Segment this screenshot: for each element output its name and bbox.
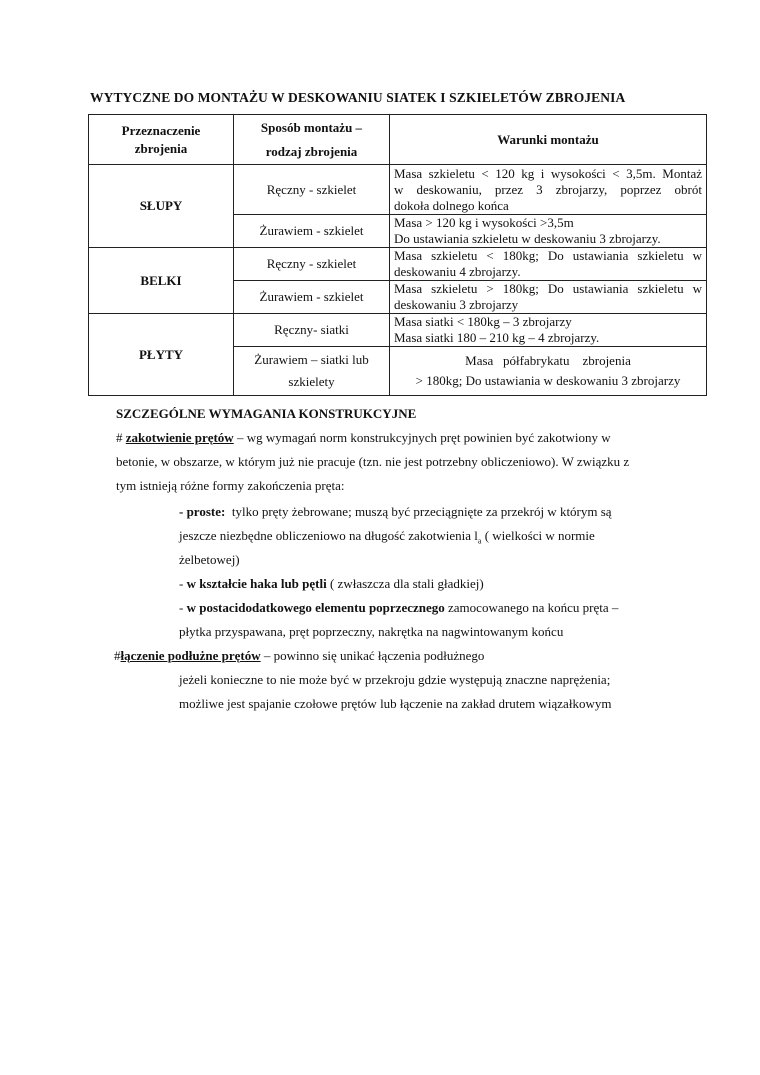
straight-item-line3: żelbetowej): [179, 552, 240, 567]
method-cell: Ręczny - szkielet: [234, 165, 390, 215]
table-row: [89, 165, 707, 215]
conditions-cell: Masa szkieletu > 180kg; Do ustawiania szkieletu w deskowaniu 3 zbrojarzy: [390, 281, 707, 314]
method-cell: Żurawiem - szkielet: [234, 281, 390, 314]
joining-title: łączenie podłużne prętów: [120, 648, 261, 663]
section-heading: SZCZEGÓLNE WYMAGANIA KONSTRUKCYJNE: [116, 406, 417, 421]
anchor-paragraph-line1: # zakotwienie prętów – wg wymagań norm konstrukcyjnych pręt powinien być zakotwiony w: [116, 430, 611, 445]
anchor-paragraph-line2: betonie, w obszarze, w którym już nie pracuje (tzn. nie jest potrzebny obliczeniowo). W związku z: [116, 454, 630, 469]
page-title: WYTYCZNE DO MONTAŻU W DESKOWANIU SIATEK I SZKIELETÓW ZBROJENIA: [90, 90, 626, 105]
group-slupy: SŁUPY: [89, 165, 234, 248]
conditions-cell: Masa szkieletu < 120 kg i wysokości < 3,5m. Montaż w deskowaniu, przez 3 zbrojarzy, poprzez obrót dokoła dolnego końca: [390, 165, 707, 215]
conditions-cell: Masa > 120 kg i wysokości >3,5m Do ustawiania szkieletu w deskowaniu 3 zbrojarzy.: [390, 215, 707, 248]
method-cell: Żurawiem - szkielet: [234, 215, 390, 248]
anchor-paragraph-line3: tym istnieją różne formy zakończenia pręta:: [116, 478, 345, 493]
table-row: [89, 314, 707, 347]
joining-paragraph-line2: jeżeli konieczne to nie może być w przekroju gdzie występują znaczne naprężenia;: [179, 672, 611, 687]
straight-item-line1: - proste: tylko pręty żebrowane; muszą być przeciągnięte za przekrój w którym są: [179, 504, 612, 519]
header-conditions: Warunki montażu: [390, 115, 707, 165]
method-cell: Ręczny- siatki: [234, 314, 390, 347]
header-method: Sposób montażu – rodzaj zbrojenia: [234, 115, 390, 165]
conditions-cell: Masa szkieletu < 180kg; Do ustawiania szkieletu w deskowaniu 4 zbrojarzy.: [390, 248, 707, 281]
joining-paragraph-line3: możliwe jest spajanie czołowe prętów lub łączenie na zakład drutem wiązałkowym: [179, 696, 612, 711]
table-header-row: [89, 115, 707, 165]
element-item-line2: płytka przyspawana, pręt poprzeczny, nakrętka na nagwintowanym końcu: [179, 624, 564, 639]
group-belki: BELKI: [89, 248, 234, 314]
straight-item-line2: jeszcze niezbędne obliczeniowo na długość zakotwienia $l_a$ ( wielkości w normie: [179, 528, 595, 546]
method-cell: Żurawiem – siatki lub szkielety: [234, 347, 390, 396]
conditions-cell: Masa półfabrykatu zbrojenia > 180kg; Do ustawiania w deskowaniu 3 zbrojarzy: [390, 347, 707, 396]
guidelines-table: [88, 114, 707, 396]
group-plyty: PŁYTY: [89, 314, 234, 396]
header-purpose: Przeznaczenie zbrojenia: [89, 115, 234, 165]
element-item-line1: - w postacidodatkowego elementu poprzecznego zamocowanego na końcu pręta –: [179, 600, 619, 615]
table-row: [89, 248, 707, 281]
method-cell: Ręczny - szkielet: [234, 248, 390, 281]
joining-paragraph-line1: #łączenie podłużne prętów – powinno się unikać łączenia podłużnego: [114, 648, 485, 663]
hook-item: - w kształcie haka lub pętli ( zwłaszcza dla stali gładkiej): [179, 576, 484, 591]
anchor-title: zakotwienie prętów: [125, 430, 234, 445]
conditions-cell: Masa siatki < 180kg – 3 zbrojarzy Masa siatki 180 – 210 kg – 4 zbrojarzy.: [390, 314, 707, 347]
